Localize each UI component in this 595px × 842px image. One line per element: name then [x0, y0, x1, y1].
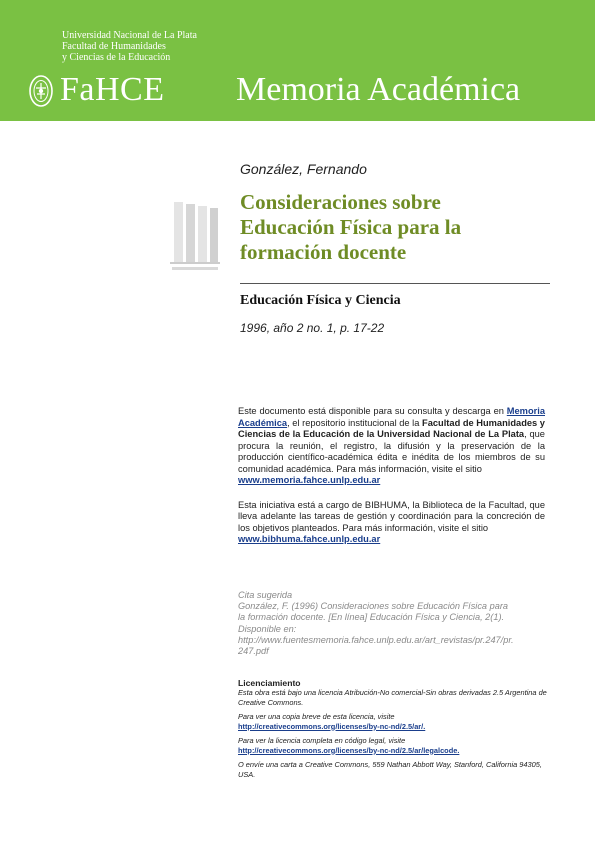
memoria-academica-link[interactable]: Memoria Académica	[238, 406, 545, 428]
title-line: Educación Física para la	[240, 215, 462, 239]
license-full-label: Para ver la licencia completa en código legal, visite	[238, 736, 406, 745]
license-brief-link[interactable]: http://creativecommons.org/licenses/by-nc-nd/2.5/ar/.	[238, 721, 426, 731]
bibhuma-site-link[interactable]: www.bibhuma.fahce.unlp.edu.ar	[238, 534, 381, 544]
faculty-line: Facultad de Humanidades	[62, 41, 166, 52]
info-text: , el repositorio institucional de la	[287, 417, 423, 428]
license-description: Esta obra está bajo una licencia Atribución-No comercial-Sin obras derivadas 2.5 Argentina de Creative Commons.	[238, 688, 547, 707]
university-seal-icon	[28, 74, 54, 108]
title-line: Consideraciones sobre	[240, 190, 441, 214]
citation-url-end[interactable]: 247.pdf	[238, 646, 269, 657]
journal-name: Educación Física y Ciencia	[240, 293, 401, 308]
university-line: Universidad Nacional de La Plata	[62, 30, 197, 41]
title-line: formación docente	[240, 240, 407, 264]
repository-info	[238, 406, 545, 546]
article-title	[240, 190, 560, 265]
faculty-logo-text: FaHCE	[60, 71, 165, 108]
repository-logo-icon	[166, 196, 224, 276]
citation-line: Disponible en:	[238, 623, 297, 634]
faculty-line-2: y Ciencias de la Educación	[62, 52, 171, 63]
info-paragraph	[238, 406, 545, 475]
bibhuma-paragraph: Esta iniciativa está a cargo de BIBHUMA, la Biblioteca de la Facultad, que lleva adelante las tareas de gestión y coordinación para la concreción de los objetivos planteados. Para más información, visite el sitio	[238, 499, 545, 533]
memoria-site-link[interactable]: www.memoria.fahce.unlp.edu.ar	[238, 475, 381, 485]
citation-url[interactable]: http://www.fuentesmemoria.fahce.unlp.edu.ar/art_revistas/pr.247/pr.	[238, 634, 514, 645]
repository-title: Memoria Académica	[236, 71, 521, 108]
citation-line: la formación docente. [En línea] Educación Física y Ciencia, 2(1).	[238, 612, 505, 623]
article-citation: 1996, año 2 no. 1, p. 17-22	[240, 321, 385, 335]
info-text: , que procura la reunión, el registro, la difusión y la preservación de la producción científico-académica édita e inédita de los miembros de su comunidad académica. Para más información, visite el sitio	[238, 429, 545, 474]
info-text: Este documento está disponible para su consulta y descarga en	[238, 406, 507, 416]
university-name	[62, 30, 197, 63]
suggested-citation	[238, 590, 548, 657]
article-author: González, Fernando	[240, 161, 367, 177]
header-banner	[0, 0, 595, 121]
divider	[240, 283, 550, 284]
license-brief-label: Para ver una copia breve de esta licencia, visite	[238, 712, 395, 721]
faculty-name-bold: Facultad de Humanidades y Ciencias de la Educación de la Universidad Nacional de La Plata	[238, 417, 545, 439]
license-heading: Licenciamiento	[238, 678, 301, 688]
license-full-link[interactable]: http://creativecommons.org/licenses/by-nc-nd/2.5/ar/legalcode.	[238, 745, 460, 755]
citation-label: Cita sugerida	[238, 590, 293, 600]
license-section	[238, 678, 548, 779]
license-mail-note: O envíe una carta a Creative Commons, 559 Nathan Abbott Way, Stanford, California 94305, USA.	[238, 760, 542, 779]
citation-line: González, F. (1996) Consideraciones sobre Educación Física para	[238, 601, 508, 612]
